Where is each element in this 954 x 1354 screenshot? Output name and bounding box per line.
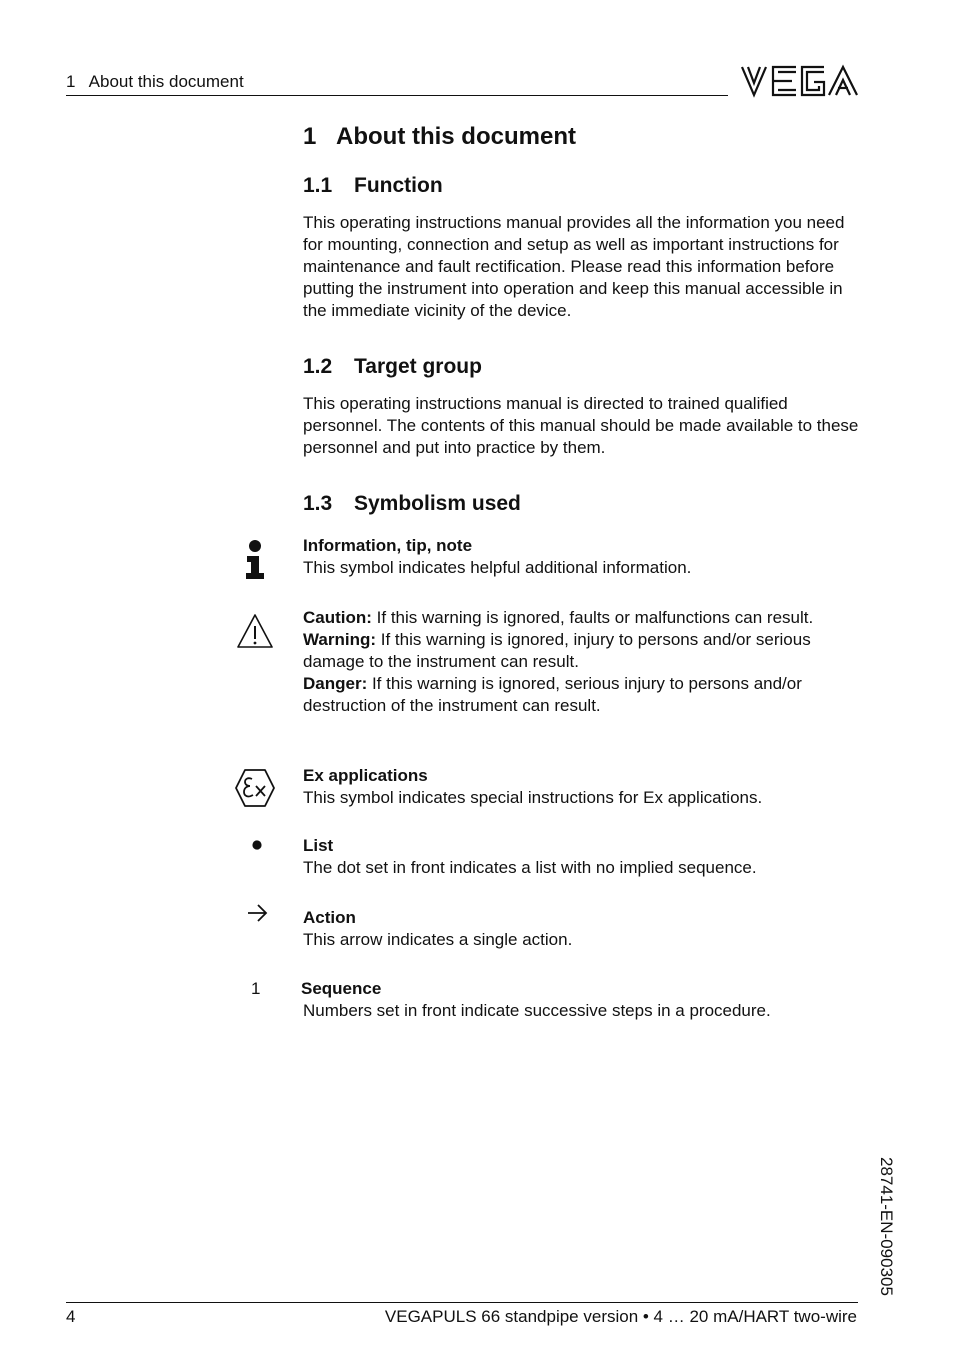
document-code: 28741-EN-090305 [877, 1157, 896, 1296]
list-title: List [303, 836, 334, 855]
vega-logo-text: VEGA [740, 64, 743, 65]
ex-title: Ex applications [303, 766, 428, 785]
info-icon [244, 539, 266, 581]
function-paragraph: This operating instructions manual provides all the information you need for mounting, connection and setup as well as important instructions for maintenance and fault rectification. Please read this information before putting the instrument into operation and keep this manual accessible in the immediate vicinity of the device. [303, 213, 845, 320]
section-number: 1.3 [303, 492, 333, 515]
sequence-number-marker: 1 [251, 979, 261, 998]
chapter-heading [303, 123, 576, 151]
target-group-paragraph: This operating instructions manual is directed to trained qualified personnel. The contents of this manual should be made available to these personnel and put into practice by them. [303, 394, 859, 457]
ex-symbol-block [303, 765, 863, 809]
warning-triangle-icon [235, 612, 275, 650]
caution-label: Caution: [303, 608, 372, 627]
warning-label: Warning: [303, 630, 377, 649]
ex-text: This symbol indicates special instructions for Ex applications. [303, 788, 763, 807]
warning-line [303, 629, 853, 673]
list-text: The dot set in front indicates a list with no implied sequence. [303, 858, 757, 877]
info-text: This symbol indicates helpful additional information. [303, 558, 692, 577]
danger-line [303, 673, 853, 717]
bullet-dot-icon [251, 839, 263, 851]
list-symbol-block [303, 835, 863, 879]
action-text: This arrow indicates a single action. [303, 930, 573, 949]
info-title: Information, tip, note [303, 536, 473, 555]
section-heading-symbolism [303, 492, 521, 516]
chapter-number: 1 [303, 123, 317, 150]
section-number: 1.1 [303, 174, 333, 197]
info-symbol-block [303, 535, 863, 579]
action-title: Action [303, 908, 356, 927]
danger-label: Danger: [303, 674, 368, 693]
section-number: 1.2 [303, 355, 333, 378]
header-rule [66, 95, 728, 96]
running-header: 1 About this document [66, 72, 244, 91]
section-title: Symbolism used [354, 492, 521, 515]
warning-text: If this warning is ignored, injury to persons and/or serious damage to the instrument can result. [303, 630, 811, 671]
arrow-right-icon [246, 903, 270, 923]
sequence-symbol-block [301, 978, 861, 1022]
warning-symbol-block [303, 607, 853, 717]
vega-logo [740, 64, 858, 98]
footer-rule [66, 1302, 858, 1303]
caution-text: If this warning is ignored, faults or malfunctions can result. [371, 608, 814, 627]
section-title: Target group [354, 355, 482, 378]
sequence-text: Numbers set in front indicate successive steps in a procedure. [303, 1001, 771, 1020]
danger-text: If this warning is ignored, serious injury to persons and/or destruction of the instrument can result. [303, 674, 802, 715]
footer-document-title: VEGAPULS 66 standpipe version • 4 … 20 mA/HART two-wire [384, 1307, 857, 1326]
ex-hexagon-icon [234, 768, 276, 808]
caution-line [303, 607, 853, 629]
action-symbol-block [303, 907, 863, 951]
section-heading-target-group [303, 355, 482, 379]
chapter-title: About this document [336, 123, 576, 150]
page-number: 4 [66, 1307, 76, 1326]
sequence-title: Sequence [301, 979, 382, 998]
section-title: Function [354, 174, 443, 197]
section-heading-function [303, 174, 443, 198]
